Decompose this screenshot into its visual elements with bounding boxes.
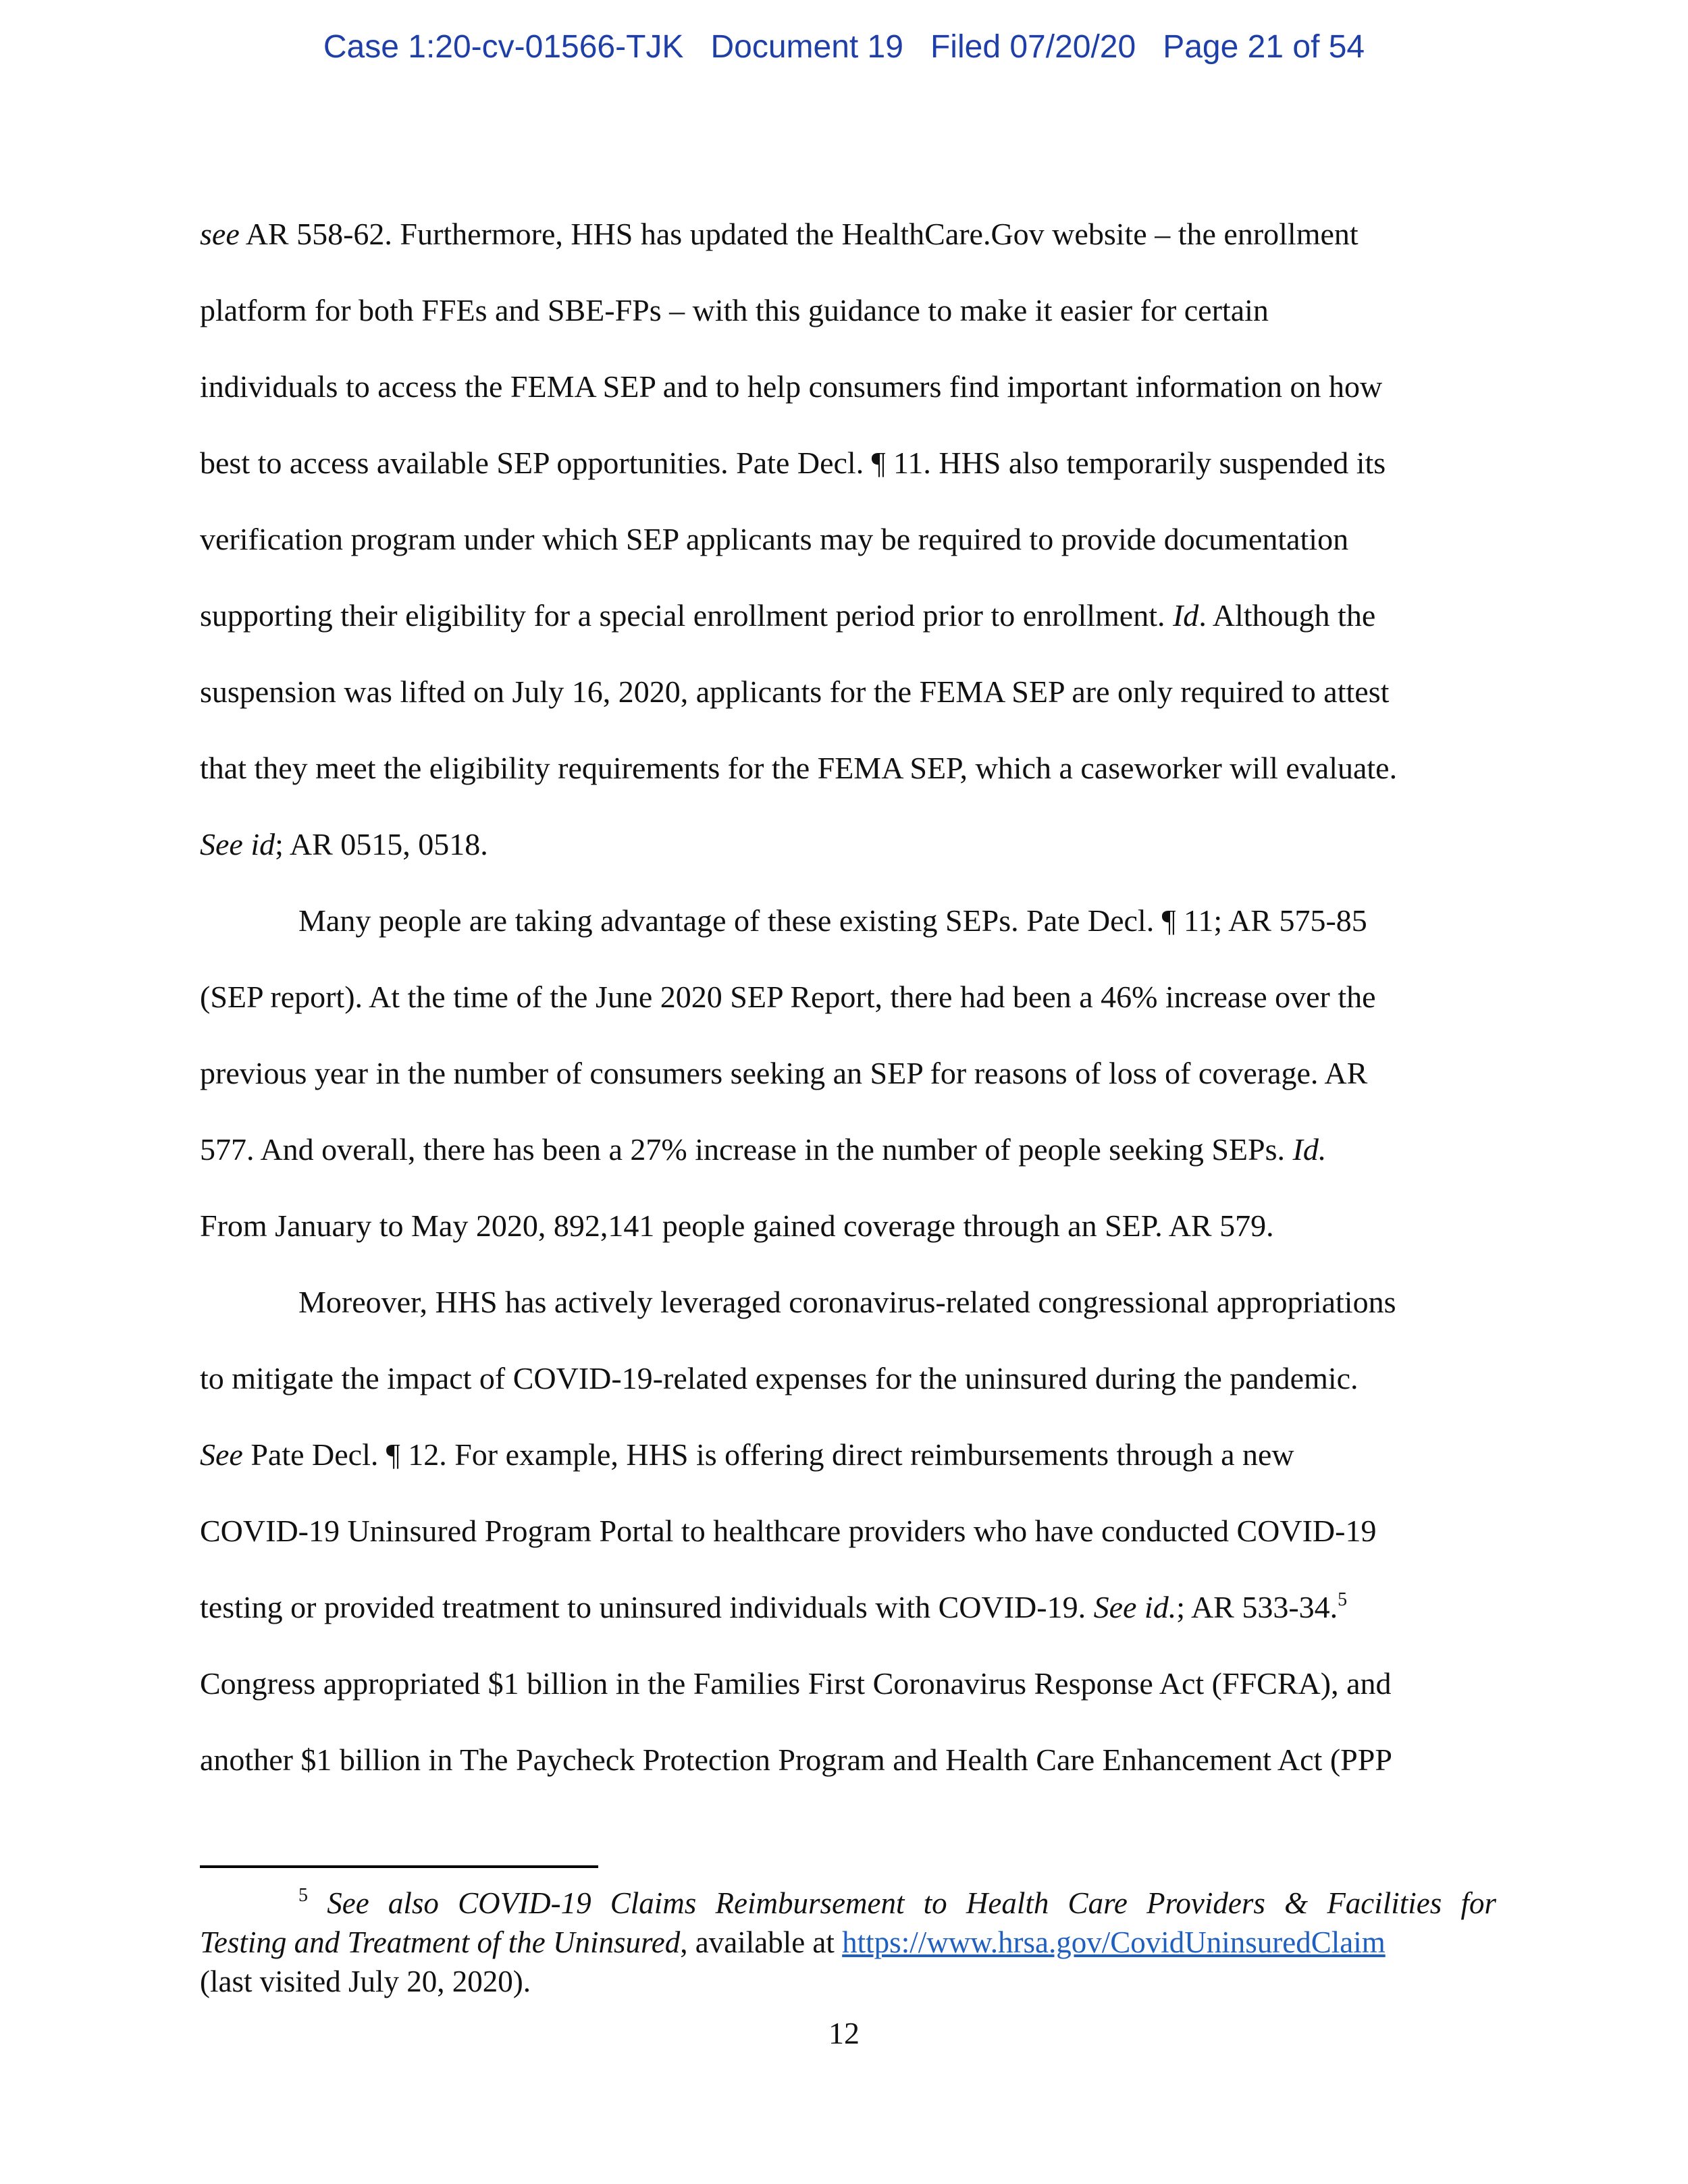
italic-text: See id. [1093, 1590, 1177, 1624]
paragraph-3 [200, 1264, 1523, 1798]
footnote-link[interactable]: https://www.hrsa.gov/CovidUninsuredClaim [842, 1925, 1386, 1959]
line-text: individuals to access the FEMA SEP and to help consumers find important information on how [200, 369, 1383, 404]
text-line [200, 348, 1523, 425]
text-line [200, 272, 1523, 348]
italic-text: Id. [1292, 1132, 1327, 1167]
text-line [200, 1493, 1523, 1569]
line-text: to mitigate the impact of COVID-19-related expenses for the uninsured during the pandemic. [200, 1361, 1359, 1395]
line-text: From January to May 2020, 892,141 people gained coverage through an SEP. AR 579. [200, 1208, 1274, 1243]
line-text: ; AR 533-34. [1176, 1590, 1338, 1624]
footnote-ref: 5 [1338, 1589, 1348, 1610]
line-text: 577. And overall, there has been a 27% increase in the number of people seeking SEPs. [200, 1132, 1293, 1167]
footnote-title-part-1: See also COVID-19 Claims Reimbursement to Health Care Providers & Facilities for [327, 1886, 1497, 1920]
italic-text: See [200, 1437, 243, 1472]
header-filed: Filed 07/20/20 [930, 29, 1136, 65]
text-line [200, 654, 1523, 730]
text-line [200, 1722, 1523, 1798]
ecf-header [0, 28, 1688, 65]
text-line [200, 1340, 1523, 1416]
line-text: Pate Decl. ¶ 12. For example, HHS is offering direct reimbursements through a new [242, 1437, 1294, 1472]
text-line [200, 806, 1523, 882]
line-text: COVID-19 Uninsured Program Portal to healthcare providers who have conducted COVID-19 [200, 1514, 1377, 1548]
line-text: best to access available SEP opportunities. Pate Decl. ¶ 11. HHS also temporarily suspended its [200, 446, 1386, 480]
line-text: suspension was lifted on July 16, 2020, applicants for the FEMA SEP are only required to attest [200, 674, 1390, 709]
footnote-line-3: (last visited July 20, 2020). [200, 1965, 531, 1998]
line-text: Congress appropriated $1 billion in the Families First Coronavirus Response Act (FFCRA), and [200, 1666, 1392, 1701]
footnote-line-2 [200, 1923, 1496, 1962]
line-text: AR 558-62. Furthermore, HHS has updated the HealthCare.Gov website – the enrollment [239, 217, 1359, 251]
text-line [200, 1645, 1523, 1722]
text-line [200, 730, 1523, 806]
line-text: (SEP report). At the time of the June 2020 SEP Report, there had been a 46% increase over the [200, 980, 1376, 1014]
text-line [200, 1416, 1523, 1493]
line-text: verification program under which SEP applicants may be required to provide documentation [200, 522, 1349, 556]
text-line [200, 1035, 1523, 1111]
line-text: Moreover, HHS has actively leveraged coronavirus-related congressional appropriations [298, 1285, 1396, 1319]
footnote-line-1 [200, 1884, 1496, 1923]
paragraph-2 [200, 882, 1523, 1264]
line-text: Many people are taking advantage of these existing SEPs. Pate Decl. ¶ 11; AR 575-85 [298, 903, 1367, 938]
line-text: . Although the [1198, 598, 1376, 633]
text-line [200, 577, 1523, 654]
paragraph-1 [200, 196, 1523, 882]
line-text: another $1 billion in The Paycheck Protection Program and Health Care Enhancement Act (PPP [200, 1742, 1392, 1777]
text-line [200, 1111, 1523, 1188]
body-text [200, 196, 1523, 1798]
footnote-separator [200, 1865, 598, 1868]
footnote-available-at: , available at [680, 1925, 843, 1959]
text-line [200, 1188, 1523, 1264]
italic-text: See id [200, 827, 275, 861]
footnote-5 [200, 1884, 1496, 2001]
header-case: Case 1:20-cv-01566-TJK [323, 29, 684, 65]
text-line [200, 501, 1523, 577]
italic-text: Id [1172, 598, 1199, 633]
footnote-title-part-2: Testing and Treatment of the Uninsured [200, 1925, 681, 1959]
text-line [200, 196, 1523, 272]
header-document: Document 19 [710, 29, 903, 65]
text-line [200, 1569, 1523, 1645]
text-line [200, 1264, 1523, 1340]
line-text: testing or provided treatment to uninsured individuals with COVID-19. [200, 1590, 1094, 1624]
italic-text: see [200, 217, 240, 251]
line-text: platform for both FFEs and SBE-FPs – with this guidance to make it easier for certain [200, 293, 1269, 327]
text-line [200, 425, 1523, 501]
footnote-marker: 5 [298, 1885, 308, 1906]
text-line [200, 882, 1523, 959]
line-text: supporting their eligibility for a special enrollment period prior to enrollment. [200, 598, 1173, 633]
text-line [200, 959, 1523, 1035]
page-number: 12 [828, 2016, 860, 2050]
header-page: Page 21 of 54 [1163, 29, 1365, 65]
line-text: ; AR 0515, 0518. [275, 827, 488, 861]
line-text: that they meet the eligibility requirements for the FEMA SEP, which a caseworker will evaluate. [200, 751, 1398, 785]
line-text: previous year in the number of consumers seeking an SEP for reasons of loss of coverage. AR [200, 1056, 1368, 1090]
